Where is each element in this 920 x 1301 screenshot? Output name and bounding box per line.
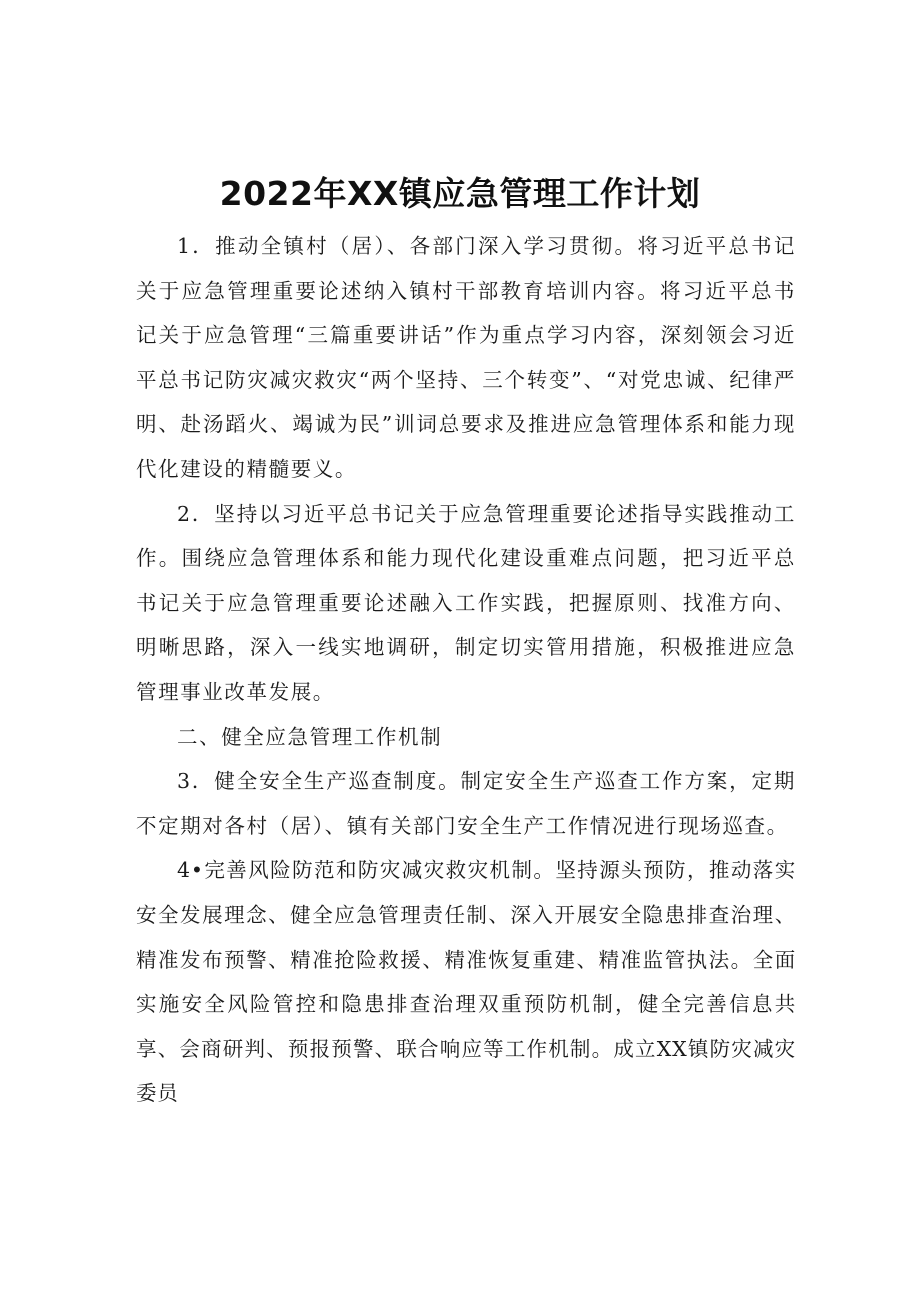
paragraph-4: 4•完善风险防范和防灾减灾救灾机制。坚持源头预防，推动落实安全发展理念、健全应急管理责任制、深入开展安全隐患排查治理、精准发布预警、精准抢险救援、精准恢复重建、精准监管执法。全面实施安全风险管控和隐患排查治理双重预防机制，健全完善信息共享、会商研判、预报预警、联合响应等工作机制。成立XX镇防灾减灾委员 xyxy=(136,858,796,1106)
document-title: 2022年XX镇应急管理工作计划 xyxy=(219,174,701,213)
paragraph-3: 3．健全安全生产巡查制度。制定安全生产巡查工作方案，定期不定期对各村（居）、镇有关部门安全生产工作情况进行现场巡查。 xyxy=(136,769,796,838)
paragraph-2: 2．坚持以习近平总书记关于应急管理重要论述指导实践推动工作。围绕应急管理体系和能力现代化建设重难点问题，把习近平总书记关于应急管理重要论述融入工作实践，把握原则、找准方向、明晰思路，深入一线实地调研，制定切实管用措施，积极推进应急管理事业改革发展。 xyxy=(136,501,796,704)
section-heading: 二、健全应急管理工作机制 xyxy=(177,724,443,749)
document-body xyxy=(136,224,796,1116)
paragraph-1: 1．推动全镇村（居）、各部门深入学习贯彻。将习近平总书记关于应急管理重要论述纳入镇村干部教育培训内容。将习近平总书记关于应急管理“三篇重要讲话”作为重点学习内容，深刻领会习近平总书记防灾减灾救灾“两个坚持、三个转变”、“对党忠诚、纪律严明、赴汤蹈火、竭诚为民”训词总要求及推进应急管理体系和能力现代化建设的精髓要义。 xyxy=(136,234,796,481)
